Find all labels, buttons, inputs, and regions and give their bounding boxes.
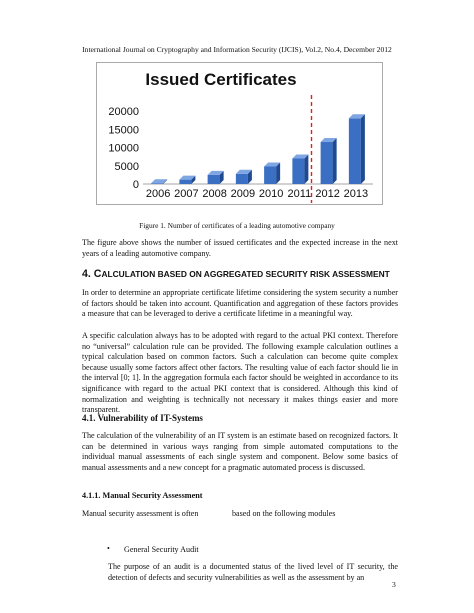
bullet-icon: •	[107, 544, 110, 553]
y-tick-label: 0	[132, 179, 139, 191]
page-number: 3	[392, 580, 396, 589]
bar-2008	[208, 171, 224, 184]
y-axis-ticks	[108, 106, 139, 191]
bar-side	[333, 138, 337, 184]
section-heading-4-1-1: 4.1.1. Manual Security Assessment	[82, 491, 203, 500]
bar-2010	[264, 162, 280, 184]
section-4-number: 4. C	[82, 268, 102, 280]
x-axis-ticks	[146, 188, 368, 200]
bar-2007	[179, 176, 195, 184]
x-tick-label: 2010	[258, 188, 284, 200]
x-tick-label: 2011	[287, 188, 312, 200]
x-tick-label: 2009	[230, 188, 256, 200]
paragraph-manual-assessment-end: based on the following modules	[232, 509, 336, 518]
x-tick-label: 2006	[145, 188, 171, 200]
chart-bars	[151, 114, 365, 184]
paragraph-audit-purpose: The purpose of an audit is a documented status of the lived level of IT security, the detection of defects and security vulnerabilities as well as the assessment by an	[108, 562, 398, 582]
chart-title: Issued Certificates	[145, 70, 297, 89]
y-tick-label: 15000	[108, 124, 139, 137]
bar-side	[361, 114, 365, 184]
section-4-title: ALCULATION BASED ON AGGREGATED SECURITY RISK ASSESSMENT	[101, 269, 390, 279]
section-heading-4-1: 4.1. Vulnerability of IT-Systems	[82, 413, 203, 423]
bar-2011	[292, 154, 308, 184]
y-tick-label: 20000	[108, 106, 139, 118]
bar-front	[264, 166, 276, 184]
bar-front	[236, 174, 248, 184]
bar-2006	[151, 179, 167, 184]
bar-front	[208, 175, 220, 184]
issued-certificates-chart	[97, 63, 382, 204]
section-heading-4	[82, 268, 412, 280]
paragraph-vulnerability: The calculation of the vulnerability of an IT system is an estimate based on recognized factors. It can be determined in various ways ranging from simple automated computations to the individual manual assessments of each single system and component. Below some basics of manual assessments and a new concept for a pragmatic automated process is discussed.	[82, 431, 398, 472]
paragraph-figure-description: The figure above shows the number of issued certificates and the expected increase in the next years of a leading automotive company.	[82, 238, 398, 258]
y-tick-label: 5000	[114, 160, 139, 173]
paragraph-factors: In order to determine an appropriate certificate lifetime considering the system security a number of factors should be taken into account. Quantification and aggregation of these factors provides a measure that can be leveraged to derive a certificate lifetime in a meaningful way.	[82, 288, 398, 319]
bar-front	[179, 180, 191, 184]
paragraph-manual-assessment-start: Manual security assessment is often	[82, 509, 199, 518]
paragraph-calculation: A specific calculation always has to be adopted with regard to the actual PKI context. Therefore no “universal” calculation rule can be provided. The following example calculation outlines a typical calculation based on common factors. Such a calculation can become quite complex because usually some factors affect other factors. The resulting value of each factor should lie in the interval [0; 1]. In the aggregation formula each factor should be weighted in accordance to its significance with regard to the actual PKI context that is considered. Although this kind of normalization and weighting is technically not necessary it makes things easier and more transparent.	[82, 331, 398, 415]
bar-top	[151, 179, 167, 183]
x-tick-label: 2007	[174, 188, 199, 200]
bar-front	[349, 118, 361, 184]
bar-front	[321, 142, 333, 184]
figure-chart	[96, 62, 383, 205]
bar-2012	[321, 138, 337, 184]
journal-header: International Journal on Cryptography and Information Security (IJCIS), Vol.2, No.4, December 2012	[82, 45, 392, 54]
x-tick-label: 2013	[343, 188, 369, 200]
bar-side	[304, 154, 308, 184]
bar-2013	[349, 114, 365, 184]
bullet-general-security-audit: General Security Audit	[124, 545, 199, 554]
y-tick-label: 10000	[108, 142, 139, 155]
x-tick-label: 2012	[315, 188, 340, 200]
figure-caption: Figure 1. Number of certificates of a leading automotive company	[139, 221, 335, 230]
bar-front	[292, 158, 304, 184]
x-tick-label: 2008	[202, 188, 227, 200]
bar-2009	[236, 170, 252, 184]
bar-front	[151, 183, 163, 184]
